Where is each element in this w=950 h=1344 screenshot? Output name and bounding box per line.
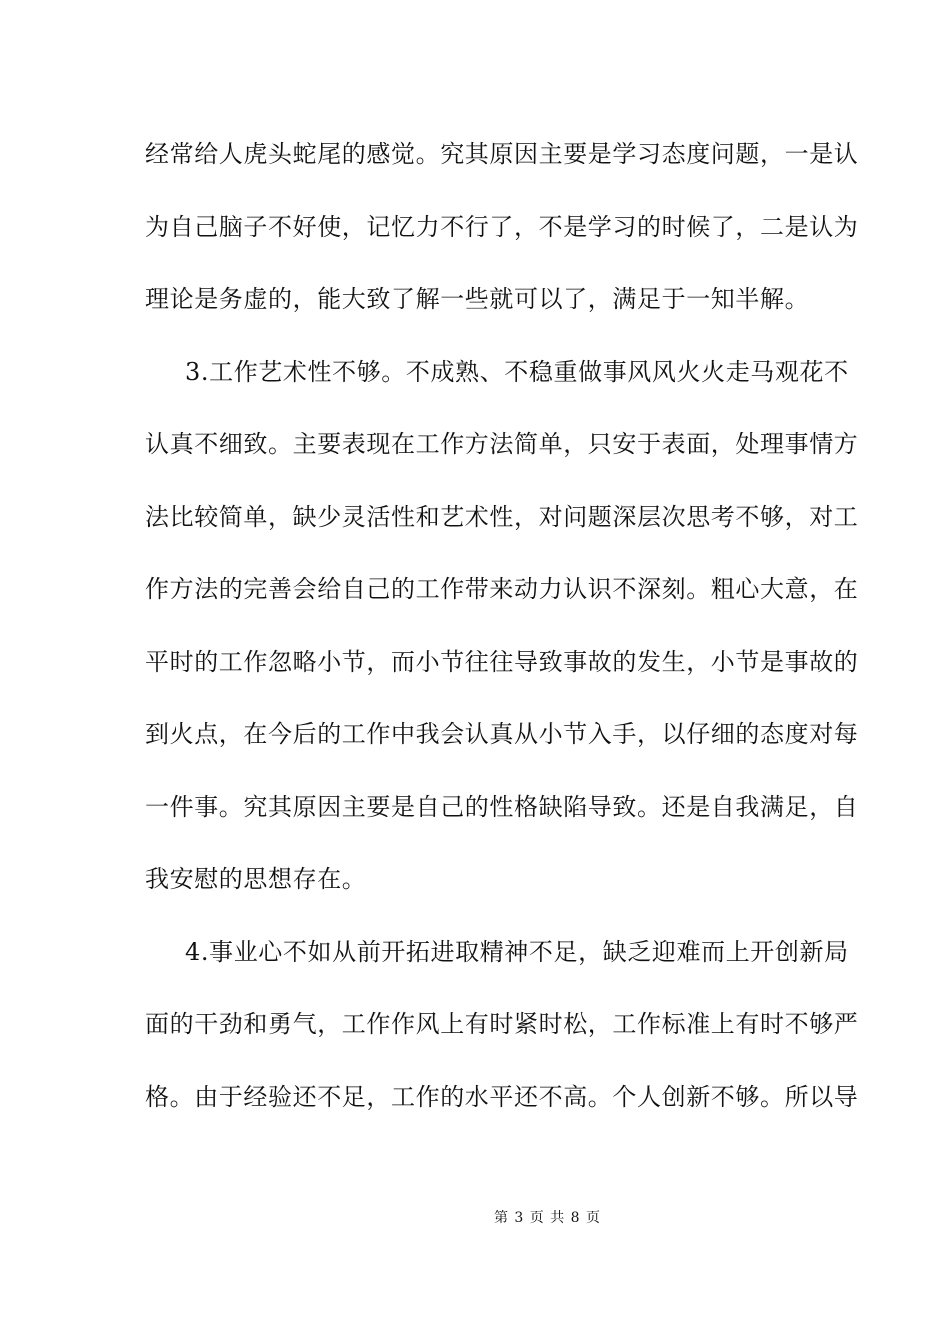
text-line: 法比较简单，缺少灵活性和艺术性，对问题深层次思考不够，对工 <box>145 502 859 531</box>
text-line: 作方法的完善会给自己的工作带来动力认识不深刻。粗心大意，在 <box>145 575 859 603</box>
paragraph-3-start: 3.工作艺术性不够。不成熟、不稳重做事风风火火走马观花不 <box>185 357 849 386</box>
text-line: 认真不细致。主要表现在工作方法简单，只安于表面，处理事情方 <box>145 430 859 458</box>
text-line: 一件事。究其原因主要是自己的性格缺陷导致。还是自我满足，自 <box>145 792 859 821</box>
text-line: 为自己脑子不好使，记忆力不行了，不是学习的时候了，二是认为 <box>145 212 859 241</box>
paragraph-4-start: 4.事业心不如从前开拓进取精神不足，缺乏迎难而上开创新局 <box>185 937 849 966</box>
text-line: 我安慰的思想存在。 <box>145 865 367 893</box>
page-footer: 第 3 页 共 8 页 <box>493 1210 602 1226</box>
text-line: 理论是务虚的，能大致了解一些就可以了，满足于一知半解。 <box>145 285 810 313</box>
text-line: 到火点，在今后的工作中我会认真从小节入手，以仔细的态度对每 <box>145 720 859 748</box>
text-line: 经常给人虎头蛇尾的感觉。究其原因主要是学习态度问题，一是认 <box>145 140 859 168</box>
body-text <box>145 128 859 1143</box>
text-line: 面的干劲和勇气，工作作风上有时紧时松，工作标准上有时不够严 <box>145 1010 859 1038</box>
text-line: 格。由于经验还不足，工作的水平还不高。个人创新不够。所以导 <box>145 1082 859 1111</box>
text-line: 平时的工作忽略小节，而小节往往导致事故的发生，小节是事故的 <box>145 647 859 676</box>
